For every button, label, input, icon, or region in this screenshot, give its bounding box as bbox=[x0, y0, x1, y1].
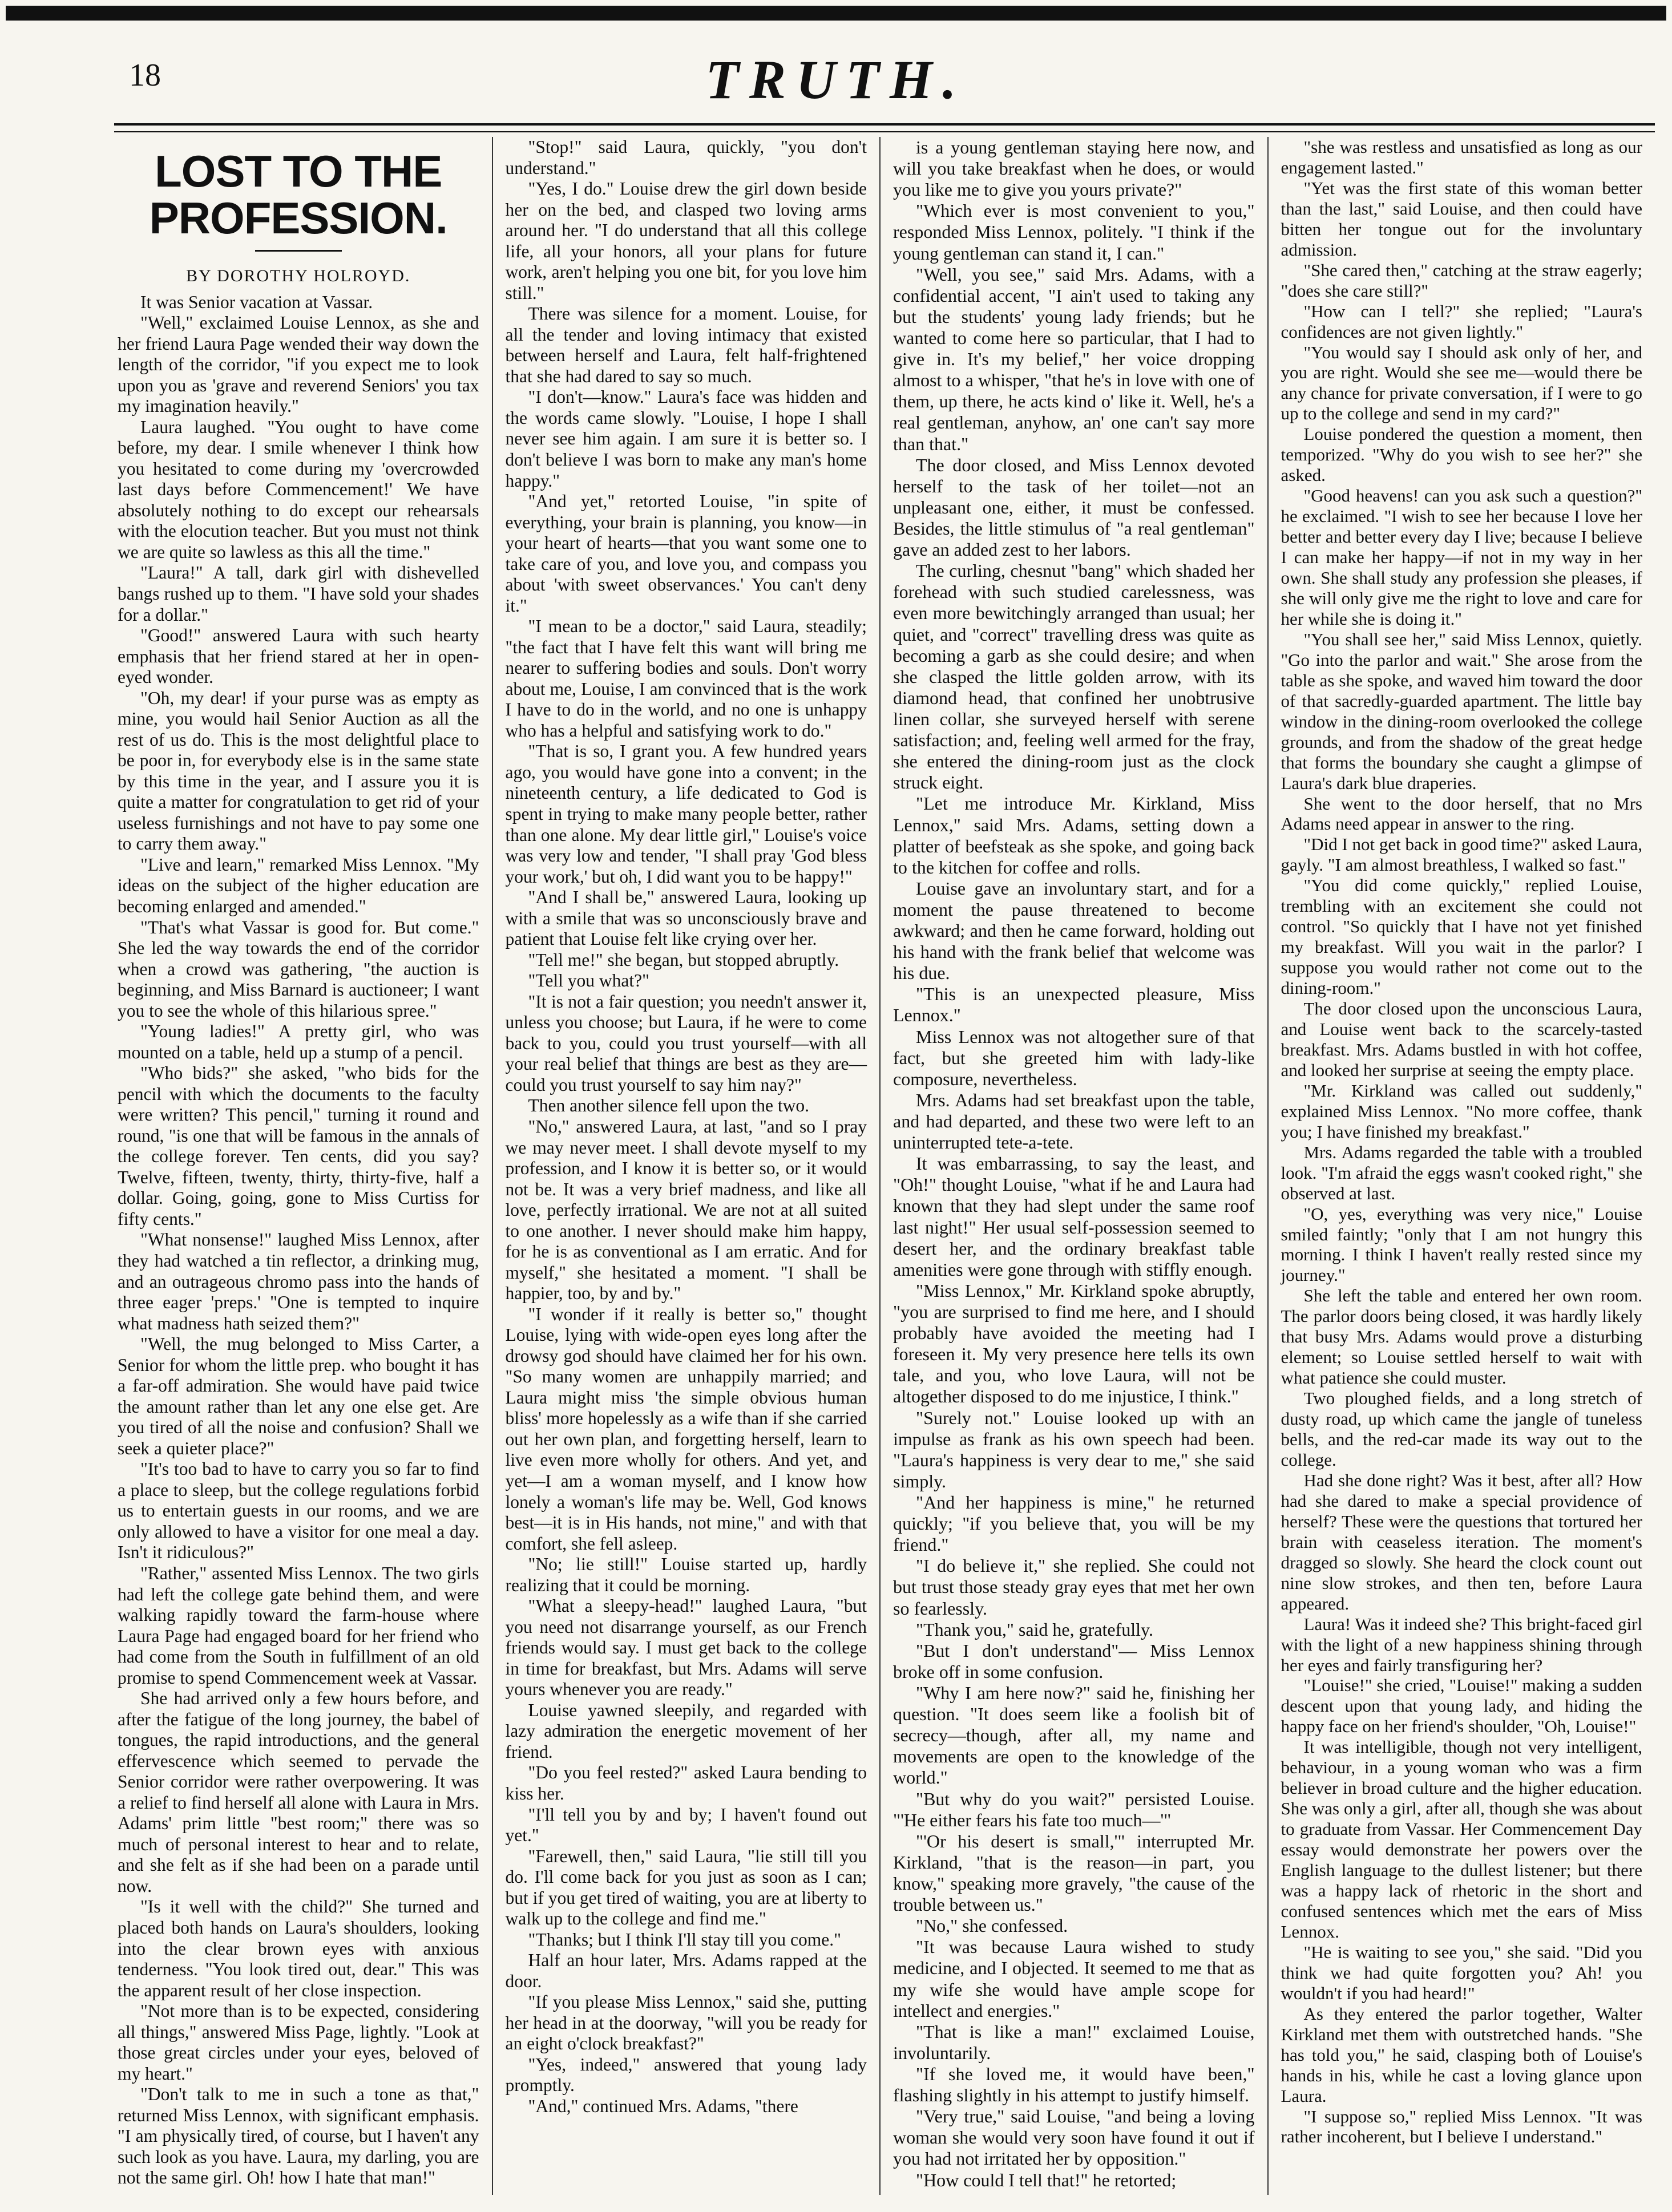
column-2-text bbox=[506, 137, 867, 2117]
paragraph: "What a sleepy-head!" laughed Laura, "but you need not disarrange yourself, as our French friends would say. I must get back to the college in time for breakfast, but Mrs. Adams will serve yours whenever you are ready." bbox=[505, 1596, 867, 1700]
paragraph: The door closed, and Miss Lennox devoted herself to the task of her toilet—not an unpleasant one, either, it must be confessed. Besides, the little stimulus of "a real gentleman" gave an added zest to her labors. bbox=[893, 454, 1255, 560]
paragraph: "Do you feel rested?" asked Laura bending to kiss her. bbox=[505, 1762, 867, 1803]
column-3-text bbox=[893, 137, 1255, 2191]
paragraph: "I do believe it," she replied. She could not but trust those steady gray eyes that met her own so fearlessly. bbox=[893, 1555, 1255, 1619]
paragraph: "Is it well with the child?" She turned and placed both hands on Laura's shoulders, looking into the clear brown eyes with anxious tenderness. "You look tired out, dear." This was the apparent result of her close inspection. bbox=[118, 1896, 479, 2000]
paragraph: "But I don't understand"— Miss Lennox broke off in some confusion. bbox=[893, 1640, 1255, 1682]
paragraph: Half an hour later, Mrs. Adams rapped at the door. bbox=[505, 1950, 867, 1991]
column-2 bbox=[492, 137, 880, 2195]
paragraph: Two ploughed fields, and a long stretch of dusty road, up which came the jangle of tuneless bells, and the red-car made its way out to the college. bbox=[1281, 1388, 1642, 1470]
paragraph: "How could I tell that!" he retorted; bbox=[916, 2169, 1177, 2190]
paragraph: "No; lie still!" Louise started up, hardly realizing that it could be morning. bbox=[505, 1554, 867, 1595]
paragraph: "Did I not get back in good time?" asked Laura, gayly. "I am almost breathless, I walked so fast." bbox=[1281, 834, 1642, 875]
paragraph: "she was restless and unsatisfied as long as our engagement lasted." bbox=[1281, 137, 1642, 177]
article-title: LOST TO THE PROFESSION. bbox=[149, 146, 447, 243]
column-3 bbox=[879, 137, 1267, 2195]
paragraph: As they entered the parlor together, Walter Kirkland met them with outstretched hands. "She has told you," he said, clasping both of Louise's hands in his, while he cast a loving glance upon Laura. bbox=[1281, 2003, 1642, 2106]
paragraph: "She cared then," catching at the straw eagerly; "does she care still?" bbox=[1281, 260, 1642, 301]
paragraph: "Don't talk to me in such a tone as that," returned Miss Lennox, with significant emphasis. "I am physically tired, of course, but I haven't any such look as you have. Laura, my darling, you are not the same girl. Oh! how I hate that man!" bbox=[118, 2084, 479, 2188]
paragraph: "This is an unexpected pleasure, Miss Lennox." bbox=[893, 984, 1255, 1026]
paragraph: Then another silence fell upon the two. bbox=[528, 1095, 809, 1116]
paragraph: Laura laughed. "You ought to have come before, my dear. I smile whenever I think how you hesitated to come during my 'overcrowded last days before Commencement!' We have absolutely nothing to do except our rehearsals with the elocution teacher. But you must not think we are quite so lawless as this all the time." bbox=[118, 416, 479, 562]
paragraph: "You did come quickly," replied Louise, trembling with an excitement she could not control. "So quickly that I have not yet finished my breakfast. Will you wait in the parlor? I suppose you would rather not come out to the dining-room." bbox=[1281, 875, 1642, 998]
paragraph: "He is waiting to see you," she said. "Did you think we had quite forgotten you? Ah! you wouldn't if you had heard!" bbox=[1281, 1942, 1642, 2003]
paragraph: "That is so, I grant you. A few hundred years ago, you would have gone into a convent; in the nineteenth century, a life dedicated to God is spent in trying to make many people better, rather than one alone. My dear little girl," Louise's voice was very low and tender, "I shall pray 'God bless your work,' but oh, I did want you to be happy!" bbox=[505, 741, 867, 887]
page-number: 18 bbox=[129, 58, 161, 93]
paragraph: Louise pondered the question a moment, then temporized. "Why do you wish to see her?" she asked. bbox=[1281, 424, 1642, 486]
paragraph: "Which ever is most convenient to you," responded Miss Lennox, politely. "I think if the young gentleman can stand it, I can." bbox=[893, 200, 1255, 264]
paragraph: "It is not a fair question; you needn't answer it, unless you choose; but Laura, if he were to come back to you, could you trust yourself—with all your real belief that things are best as they are—could you trust yourself to say him nay?" bbox=[505, 991, 867, 1095]
paragraph: "I don't—know." Laura's face was hidden and the words came slowly. "Louise, I hope I shall never see him again. I am sure it is better so. I don't believe I was born to make any man's home happy." bbox=[505, 387, 867, 491]
paragraph: "Young ladies!" A pretty girl, who was mounted on a table, held up a stump of a pencil. bbox=[118, 1021, 479, 1062]
paragraph: Louise yawned sleepily, and regarded with lazy admiration the energetic movement of her friend. bbox=[505, 1700, 867, 1762]
paragraph: "I wonder if it really is better so," thought Louise, lying with wide-open eyes long after the drowsy god should have claimed her for his own. "So many women are unhappily married; and Laura might miss 'the simple obvious human bliss' more hopelessly as a wife than if she carried out her own plan, and forgetting herself, learn to live even more wholly for others. And yet, and yet—I am a woman myself, and I know how lonely a woman's life may be. Well, God knows best—it is in His hands, not mine," and with that comfort, she fell asleep. bbox=[505, 1304, 867, 1554]
paragraph: She went to the door herself, that no Mrs Adams need appear in answer to the ring. bbox=[1281, 793, 1642, 834]
paragraph: "Mr. Kirkland was called out suddenly," explained Miss Lennox. "No more coffee, thank you; I have finished my breakfast." bbox=[1281, 1080, 1642, 1142]
paragraph: "Live and learn," remarked Miss Lennox. "My ideas on the subject of the higher education are becoming enlarged and amended." bbox=[118, 854, 479, 916]
paragraph: "Thanks; but I think I'll stay till you come." bbox=[528, 1929, 841, 1950]
paragraph: "Oh, my dear! if your purse was as empty as mine, you would hail Senior Auction as all the rest of us do. This is the most delightful place to be poor in, for everybody else is in the same state by this time in the year, and I assure you it is quite a matter for congratulation to get rid of your useless furnishings and not have to pay some one to carry them away." bbox=[118, 688, 479, 854]
paragraph: "O, yes, everything was very nice," Louise smiled faintly; "only that I am not hungry this morning. I think I haven't really rested since my journey." bbox=[1281, 1203, 1642, 1285]
paragraph: "Yes, I do." Louise drew the girl down beside her on the bed, and clasped two loving arms around her. "I do understand that all this college life, all your honors, all your plans for future work, aren't helping you one bit, for you love him still." bbox=[505, 179, 867, 303]
paragraph: "'Or his desert is small,'" interrupted Mr. Kirkland, "that is the reason—in part, you know," speaking more gravely, "the cause of the trouble between us." bbox=[893, 1830, 1255, 1915]
paragraph: "Louise!" she cried, "Louise!" making a sudden descent upon that young lady, and hiding the happy face on her friend's shoulder, "Oh, Louise!" bbox=[1281, 1675, 1642, 1737]
paragraph: "Very true," said Louise, "and being a loving woman she would very soon have found it out if you had not irritated her by opposition." bbox=[893, 2106, 1255, 2169]
paragraph: "If she loved me, it would have been," flashing slightly in his attempt to justify himself. bbox=[893, 2063, 1255, 2106]
title-rule bbox=[255, 250, 342, 252]
paragraph: "Well, the mug belonged to Miss Carter, a Senior for whom the little prep. who bought it has a far-off admiration. She would have paid twice the amount rather than let any one else get. Are you tired of all the noise and confusion? Shall we seek a quieter place?" bbox=[118, 1334, 479, 1458]
column-1-text bbox=[118, 292, 479, 2189]
paragraph: Louise gave an involuntary start, and for a moment the pause threatened to become awkward; and then he came forward, holding out his hand with the frank belief that welcome was his due. bbox=[893, 877, 1255, 984]
paragraph: "I mean to be a doctor," said Laura, steadily; "the fact that I have felt this want will bring me nearer to suffering bodies and souls. Don't worry about me, Louise, I am convinced that is the work I have to do in the world, and no one is unhappy who has a helpful and satisfying work to do." bbox=[505, 616, 867, 741]
paragraph: "Well," exclaimed Louise Lennox, as she and her friend Laura Page wended their way down the length of the corridor, "if you expect me to look upon you as 'grave and reverend Seniors' you tax my imagination heavily." bbox=[118, 313, 479, 416]
top-border-rule bbox=[6, 6, 1666, 21]
paragraph: "Thank you," said he, gratefully. bbox=[916, 1619, 1153, 1640]
paragraph: "Surely not." Louise looked up with an impulse as frank as his own speech had been. "Laura's happiness is very dear to me," she said simply. bbox=[893, 1407, 1255, 1491]
paragraph: "Good heavens! can you ask such a question?" he exclaimed. "I wish to see her because I love her better and better every day I live; because I believe I can make her happy—if not in my way in her own. She shall study any profession she pleases, if she will only give me the right to love and care for her while she is doing it." bbox=[1281, 486, 1642, 629]
paragraph: "Good!" answered Laura with such hearty emphasis that her friend stared at her in open-eyed wonder. bbox=[118, 625, 479, 688]
paragraph: "You shall see her," said Miss Lennox, quietly. "Go into the parlor and wait." She arose from the table as she spoke, and waved him toward the door of that sacredly-guarded apartment. The little bay window in the dining-room overlooked the college grounds, and from the shadow of the great hedge that forms the boundary she caught a glimpse of Laura's dark blue draperies. bbox=[1281, 629, 1642, 793]
paragraph: "Stop!" said Laura, quickly, "you don't understand." bbox=[505, 137, 867, 178]
paragraph: "And I shall be," answered Laura, looking up with a smile that was so unconsciously brave and patient that Louise felt like crying over her. bbox=[505, 887, 867, 949]
paragraph: "And yet," retorted Louise, "in spite of everything, your brain is planning, you know—in your heart of hearts—that you want some one to take care of you, and love you, and compass you about 'with sweet observances.' You can't deny it." bbox=[505, 491, 867, 616]
paragraph: Had she done right? Was it best, after all? How had she dared to make a special providence of herself? These were the questions that tortured her brain with ceaseless iteration. The moment's dragged so slowly. She heard the clock count out nine slow strokes, and then ten, before Laura appeared. bbox=[1281, 1470, 1642, 1613]
column-4-text bbox=[1281, 137, 1643, 2147]
paragraph: "Laura!" A tall, dark girl with dishevelled bangs rushed up to them. "I have sold your shades for a dollar." bbox=[118, 563, 479, 625]
paragraph: "I suppose so," replied Miss Lennox. "It was rather incoherent, but I believe I understand." bbox=[1281, 2106, 1642, 2147]
paragraph: There was silence for a moment. Louise, for all the tender and loving intimacy that existed between herself and Laura, felt half-frightened that she had dared to say so much. bbox=[505, 304, 867, 386]
paragraph: "Let me introduce Mr. Kirkland, Miss Lennox," said Mrs. Adams, setting down a platter of beefsteak as she spoke, and going back to the kitchen for coffee and rolls. bbox=[893, 793, 1255, 877]
paragraph: "But why do you wait?" persisted Louise. "'He either fears his fate too much—'" bbox=[893, 1788, 1255, 1830]
paragraph: "Tell you what?" bbox=[528, 970, 649, 991]
paragraph: Mrs. Adams regarded the table with a troubled look. "I'm afraid the eggs wasn't cooked right," she observed at last. bbox=[1281, 1142, 1642, 1203]
paragraph: "Well, you see," said Mrs. Adams, with a confidential accent, "I ain't used to taking any but the students' young lady friends; but he wanted to come here so particular, that I had to give in. It's my belief," her voice dropping almost to a whisper, "that he's in love with one of them, up there, he acts kind o' like it. Well, he's a real gentleman, anyhow, an' one can't say more than that." bbox=[893, 264, 1255, 454]
article-columns bbox=[114, 137, 1655, 2195]
header-rule bbox=[114, 123, 1655, 132]
paragraph: "Tell me!" she began, but stopped abruptly. bbox=[528, 949, 839, 970]
paragraph: "Miss Lennox," Mr. Kirkland spoke abruptly, "you are surprised to find me here, and I should probably have avoided the meeting had I foreseen it. My very presence here tells its own tale, and you, who love Laura, will not be altogether disposed to do me injustice, I think." bbox=[893, 1280, 1255, 1407]
column-4 bbox=[1267, 137, 1655, 2195]
paragraph: The curling, chesnut "bang" which shaded her forehead with such studied carelessness, was even more bewitchingly arranged than usual; her quiet, and "correct" travelling dress was quite as becoming a garb as she could desire; and when she clasped the little golden arrow, with its diamond head, that confined her unobtrusive linen collar, she surveyed herself with serene satisfaction; and, feeling well armed for the fray, she entered the dining-room just as the clock struck eight. bbox=[893, 560, 1255, 793]
paragraph: "Not more than is to be expected, considering all things," answered Miss Page, lightly. "Look at those great circles under your eyes, beloved of my heart." bbox=[118, 2001, 479, 2084]
paragraph: "No," she confessed. bbox=[916, 1915, 1068, 1936]
masthead: TRUTH. bbox=[705, 49, 967, 110]
paragraph: "Farewell, then," said Laura, "lie still till you do. I'll come back for you just as soon as I can; but if you get tired of waiting, you are at liberty to walk up to the college and find me." bbox=[505, 1846, 867, 1929]
paragraph: "It's too bad to have to carry you so far to find a place to sleep, but the college regulations forbid us to entertain guests in our rooms, and we are only allowed to have a visitor for one meal a day. Isn't it ridiculous?" bbox=[118, 1459, 479, 1563]
paragraph: "I'll tell you by and by; I haven't found out yet." bbox=[505, 1804, 867, 1846]
paragraph: is a young gentleman staying here now, and will you take breakfast when he does, or would you like me to give you yours private?" bbox=[893, 137, 1255, 200]
paragraph: It was Senior vacation at Vassar. bbox=[140, 292, 373, 312]
paragraph: "What nonsense!" laughed Miss Lennox, after they had watched a tin reflector, a drinking mug, and an outrageous chromo pass into the hands of three eager 'preps.' "One is tempted to inquire what madness hath seized them?" bbox=[118, 1230, 479, 1333]
paragraph: It was intelligible, though not very intelligent, behaviour, in a young woman who was a firm believer in broad culture and the higher education. She was only a girl, after all, though she was about to graduate from Vassar. Her Commencement Day essay would demonstrate her powers over the English language to the dullest listener; but there was a happy lack of rhetoric in the short and confused sentences which met the ears of Miss Lennox. bbox=[1281, 1737, 1642, 1942]
paragraph: It was embarrassing, to say the least, and "Oh!" thought Louise, "what if he and Laura had known that they had slept under the same roof last night!" Her usual self-possession seemed to desert her, and the ordinary breakfast table amenities were gone through with stiffly enough. bbox=[893, 1153, 1255, 1280]
paragraph: "You would say I should ask only of her, and you are right. Would she see me—would there be any chance for private conversation, if I were to go up to the college and send in my card?" bbox=[1281, 342, 1643, 424]
paragraph: She left the table and entered her own room. The parlor doors being closed, it was hardly likely that busy Mrs. Adams would prove a disturbing element; so Louise settled herself to wait with what patience she could muster. bbox=[1281, 1285, 1642, 1388]
paragraph: "Rather," assented Miss Lennox. The two girls had left the college gate behind them, and were walking rapidly toward the farm-house where Laura Page had engaged board for her friend who had come from the South in fulfillment of an old promise to spend Commencement week at Vassar. bbox=[118, 1563, 479, 1688]
paragraph: "If you please Miss Lennox," said she, putting her head in at the doorway, "will you be ready for an eight o'clock breakfast?" bbox=[505, 1992, 867, 2054]
paragraph: She had arrived only a few hours before, and after the fatigue of the long journey, the babel of tongues, the rapid introductions, and the general effervescence which seemed to pervade the Senior corridor were rather overpowering. It was a relief to find herself all alone with Laura in Mrs. Adams' prim little "best room;" there was so much of personal interest to hear and to relate, and she felt as if she had been on a parade until now. bbox=[118, 1688, 479, 1896]
paragraph: Mrs. Adams had set breakfast upon the table, and had departed, and these two were left to an uninterrupted tete-a-tete. bbox=[893, 1089, 1255, 1153]
paragraph: "It was because Laura wished to study medicine, and I objected. It seemed to me that as my wife she would have ample scope for intellect and energies." bbox=[893, 1936, 1255, 2021]
paragraph: "How can I tell?" she replied; "Laura's confidences are not given lightly." bbox=[1281, 301, 1642, 342]
paragraph: Miss Lennox was not altogether sure of that fact, but she greeted him with lady-like composure, nevertheless. bbox=[893, 1026, 1255, 1089]
paragraph: "Who bids?" she asked, "who bids for the pencil with which the documents to the faculty were written? This pencil," turning it round and round, "is one that will be famous in the annals of the college forever. Ten cents, did you say? Twelve, fifteen, twenty, thirty, thirty-five, half a dollar. Going, going, gone to Miss Curtiss for fifty cents." bbox=[118, 1063, 479, 1229]
paragraph: "And her happiness is mine," he returned quickly; "if you believe that, you will be my friend." bbox=[893, 1492, 1255, 1555]
paragraph: "And," continued Mrs. Adams, "there bbox=[528, 2096, 798, 2116]
paragraph: "No," answered Laura, at last, "and so I pray we may never meet. I shall devote myself to my profession, and I know it is better so, or it would not be. It was a very brief madness, and like all love, perfectly irrational. We are not at all suited to one another. I never should make him happy, for he is as conventional as I am erratic. And for myself," she hesitated a moment. "I shall be happier, too, by and by." bbox=[505, 1116, 867, 1304]
paragraph: "Yet was the first state of this woman better than the last," said Louise, and then could have bitten her tongue out for the involuntary admission. bbox=[1281, 177, 1642, 260]
paragraph: "Why I am here now?" said he, finishing her question. "It does seem like a foolish bit of secrecy—though, after all, my name and movements are open to the knowledge of the world." bbox=[893, 1682, 1255, 1788]
paragraph: Laura! Was it indeed she? This bright-faced girl with the light of a new happiness shining through her eyes and fairly transfiguring her? bbox=[1281, 1613, 1642, 1675]
paragraph: "That's what Vassar is good for. But come." She led the way towards the end of the corridor when a crowd was gathering, "the auction is beginning, and Miss Barnard is auctioneer; I want you to see the whole of this hilarious spree." bbox=[118, 917, 479, 1021]
article-byline: BY DOROTHY HOLROYD. bbox=[186, 266, 411, 285]
paragraph: "That is like a man!" exclaimed Louise, involuntarily. bbox=[893, 2021, 1255, 2063]
column-1 bbox=[114, 137, 492, 2195]
paragraph: The door closed upon the unconscious Laura, and Louise went back to the scarcely-tasted breakfast. Mrs. Adams bustled in with hot coffee, and looked her surprise at seeing the empty place. bbox=[1281, 998, 1642, 1080]
paragraph: "Yes, indeed," answered that young lady promptly. bbox=[505, 2054, 867, 2096]
